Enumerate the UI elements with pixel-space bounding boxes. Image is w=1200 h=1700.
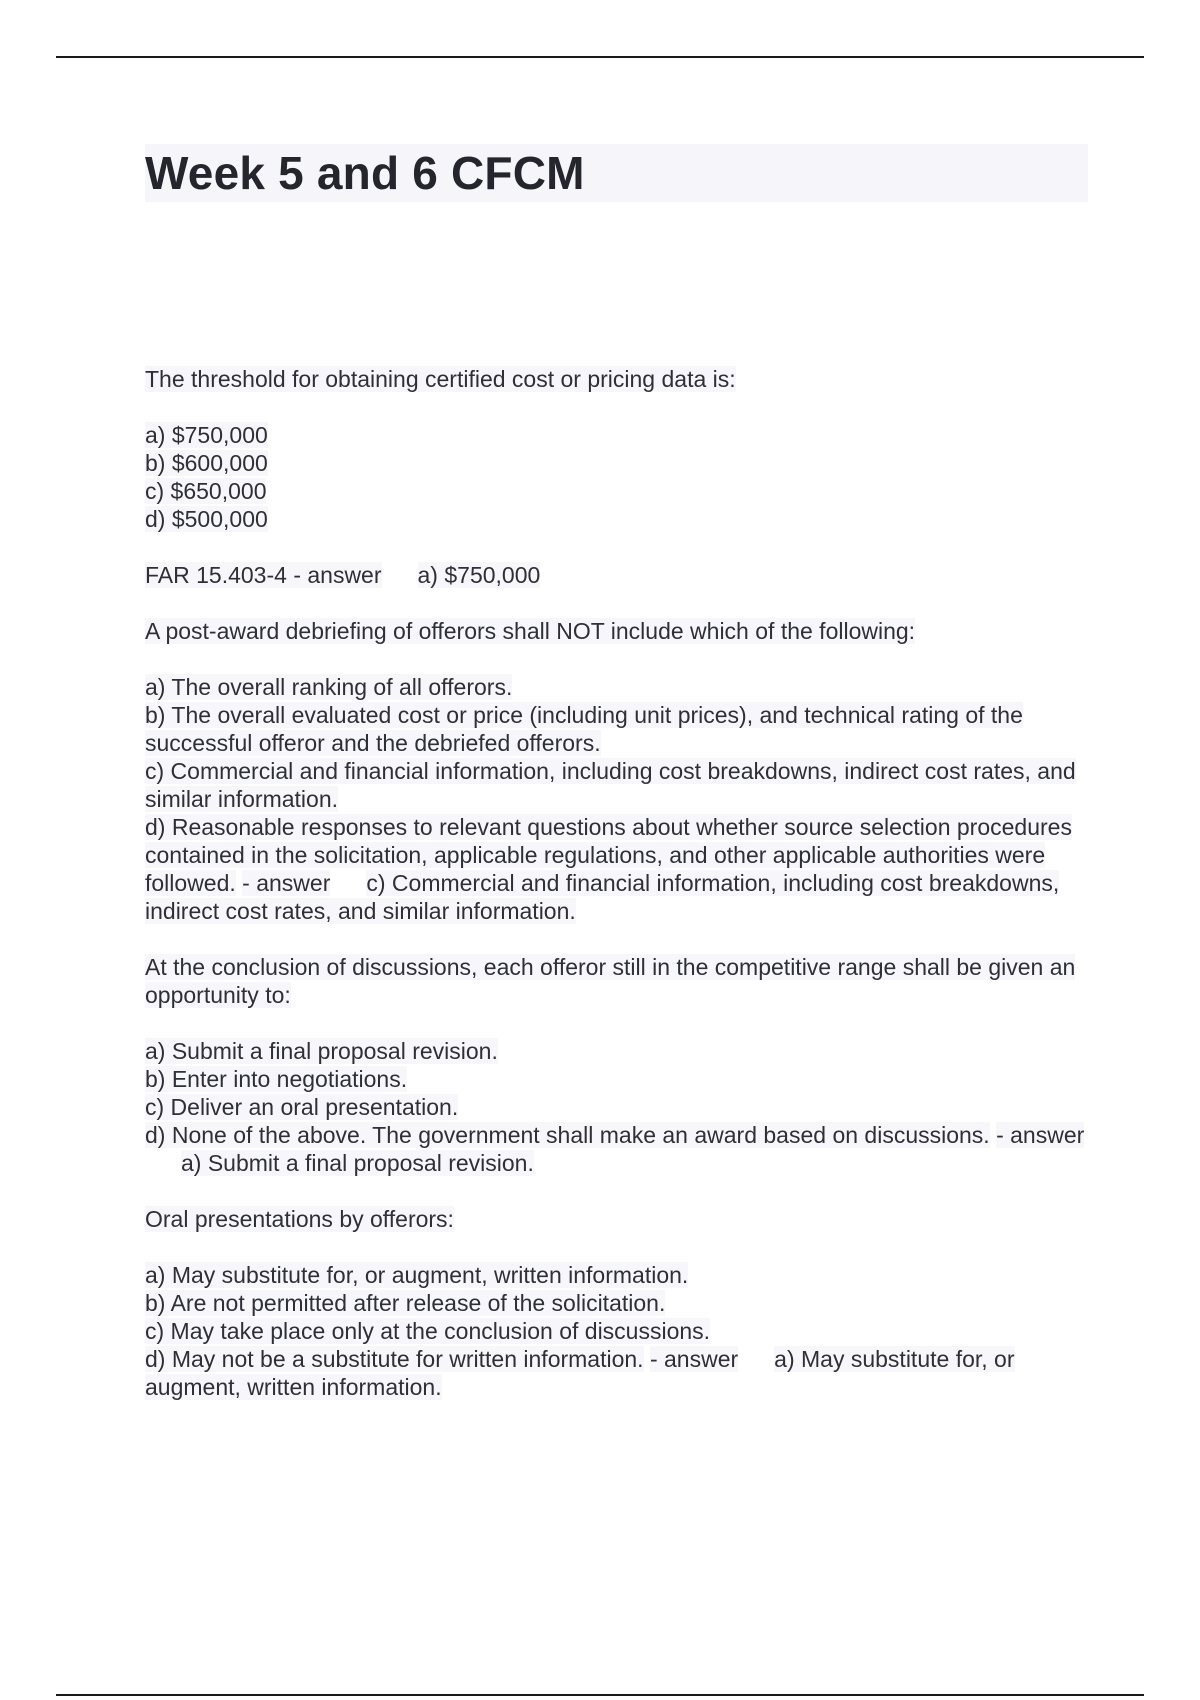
answer-text: a) May substitute for, or augment, written information. bbox=[145, 1346, 1015, 1400]
option-text: b) $600,000 bbox=[145, 450, 268, 476]
option-text: a) May substitute for, or augment, written information. bbox=[145, 1262, 689, 1288]
option-text: c) $650,000 bbox=[145, 478, 267, 504]
option-text: d) May not be a substitute for written information. bbox=[145, 1346, 644, 1372]
question-text: Oral presentations by offerors: bbox=[145, 1206, 454, 1232]
question-text: At the conclusion of discussions, each offeror still in the competitive range shall be given an opportunity to: bbox=[145, 954, 1076, 1008]
question-text: A post-award debriefing of offerors shall NOT include which of the following: bbox=[145, 618, 916, 644]
reference-text: FAR 15.403-4 bbox=[145, 562, 287, 588]
answer-text: a) Submit a final proposal revision. bbox=[181, 1150, 534, 1176]
answer-marker: - answer bbox=[242, 870, 331, 896]
option-text: c) May take place only at the conclusion of discussions. bbox=[145, 1318, 711, 1344]
document-body bbox=[145, 365, 1095, 1429]
answer-text: c) Commercial and financial information, including cost breakdowns, indirect cost rates, and similar information. bbox=[145, 870, 1060, 924]
answer-marker: - answer bbox=[996, 1122, 1085, 1148]
title-block bbox=[145, 144, 1088, 202]
question-text: The threshold for obtaining certified cost or pricing data is: bbox=[145, 366, 736, 392]
page-title: Week 5 and 6 CFCM bbox=[145, 147, 585, 199]
qa-item bbox=[145, 1205, 1095, 1401]
answer-text: a) $750,000 bbox=[417, 562, 541, 588]
option-text: a) The overall ranking of all offerors. bbox=[145, 674, 513, 700]
option-text: d) Reasonable responses to relevant questions about whether source selection procedures contained in the solicitation, applicable regulations, and other applicable authorities were followed. bbox=[145, 814, 1072, 896]
option-text: d) None of the above. The government shall make an award based on discussions. bbox=[145, 1122, 990, 1148]
option-text: d) $500,000 bbox=[145, 506, 268, 532]
answer-marker: - answer bbox=[293, 562, 382, 588]
option-text: b) The overall evaluated cost or price (including unit prices), and technical rating of the successful offeror and the debriefed offerors. bbox=[145, 702, 1023, 756]
option-text: b) Are not permitted after release of the solicitation. bbox=[145, 1290, 666, 1316]
option-text: b) Enter into negotiations. bbox=[145, 1066, 408, 1092]
option-text: a) $750,000 bbox=[145, 422, 268, 448]
option-text: c) Deliver an oral presentation. bbox=[145, 1094, 459, 1120]
qa-item bbox=[145, 617, 1095, 925]
bottom-rule bbox=[56, 1694, 1144, 1696]
answer-marker: - answer bbox=[649, 1346, 739, 1372]
qa-item bbox=[145, 953, 1095, 1177]
qa-item bbox=[145, 365, 1095, 589]
option-text: c) Commercial and financial information, including cost breakdowns, indirect cost rates, and similar information. bbox=[145, 758, 1076, 812]
option-text: a) Submit a final proposal revision. bbox=[145, 1038, 498, 1064]
top-rule bbox=[56, 56, 1144, 58]
